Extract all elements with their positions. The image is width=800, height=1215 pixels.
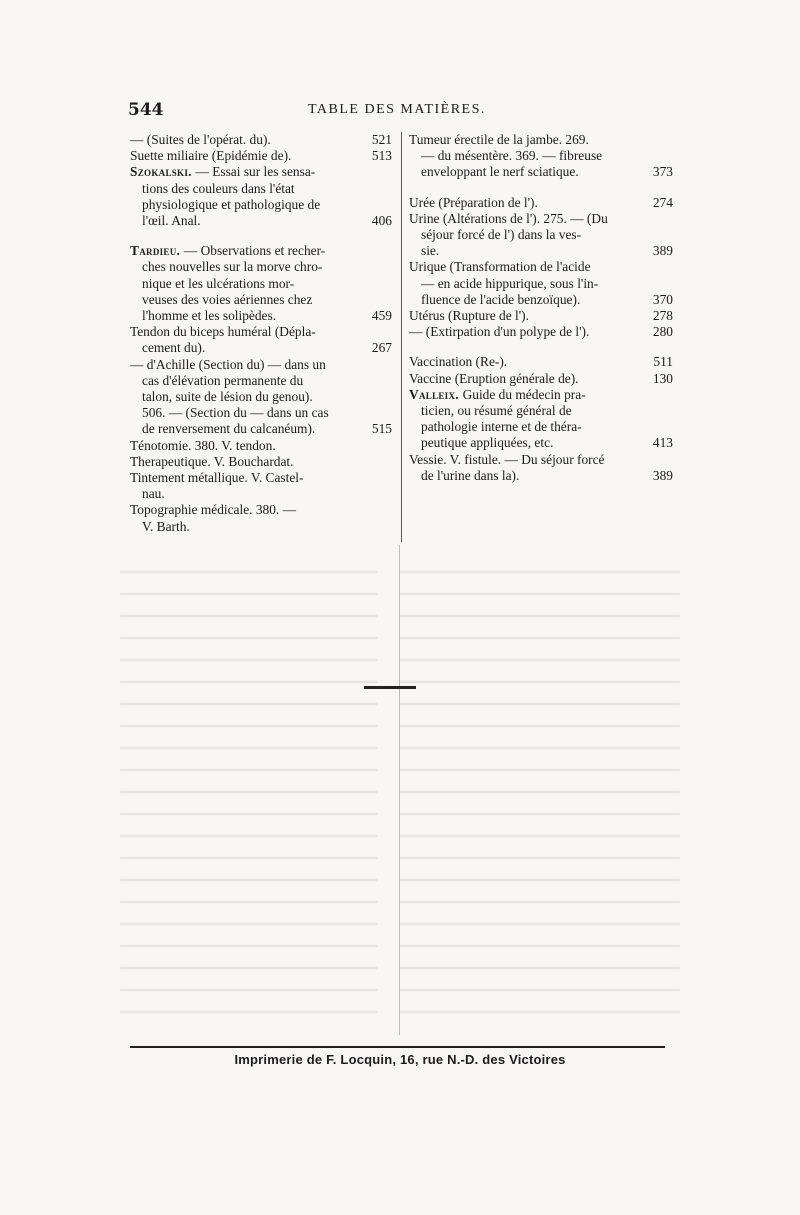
entry-text: Vessie. V. fistule. — Du séjour forcé	[409, 451, 605, 467]
entry-text: pathologie interne et de théra-	[421, 419, 582, 435]
entry-text: de renversement du calcanéum).	[142, 421, 316, 437]
page-reference: 513	[371, 148, 392, 164]
index-entry	[409, 308, 673, 324]
entry-text: Ténotomie. 380. V. tendon.	[130, 437, 276, 453]
index-entry-line	[130, 213, 392, 229]
index-entry-line	[409, 419, 673, 435]
index-entry-line	[130, 486, 392, 502]
index-entry-line	[130, 197, 392, 213]
index-entry-line	[130, 164, 392, 180]
entry-text: tions des couleurs dans l'état	[142, 180, 295, 196]
index-entry-line	[409, 243, 673, 259]
index-entry-line	[130, 181, 392, 197]
ink-rule	[364, 686, 416, 689]
entry-text: — Essai sur les sensa-	[195, 164, 316, 180]
index-entry-line	[409, 403, 673, 419]
index-entry	[130, 164, 392, 229]
index-entry	[130, 454, 392, 470]
index-entry-line	[130, 243, 392, 259]
index-entry	[130, 243, 392, 324]
page-reference: 459	[371, 308, 392, 324]
index-entry	[409, 387, 673, 452]
index-entry-line	[409, 308, 673, 324]
entry-text: de l'urine dans la).	[421, 467, 520, 483]
entry-text: Tintement métallique. V. Castel-	[130, 470, 304, 486]
index-entry-line	[130, 308, 392, 324]
entry-text: Vaccine (Eruption générale de).	[409, 370, 579, 386]
page-number: 544	[128, 100, 164, 120]
index-entry-line	[409, 387, 673, 403]
index-entry-line	[130, 389, 392, 405]
entry-text: l'œil. Anal.	[142, 213, 201, 229]
entry-text: talon, suite de lésion du genou).	[142, 389, 313, 405]
author-name: Tardieu.	[130, 243, 184, 259]
index-entry-line	[409, 148, 673, 164]
index-entry-line	[130, 259, 392, 275]
page-reference: 267	[371, 340, 392, 356]
entry-gap	[409, 340, 673, 354]
entry-text: séjour forcé de l') dans la ves-	[421, 227, 582, 243]
entry-text: — en acide hippurique, sous l'in-	[421, 275, 599, 291]
author-name: Valleix.	[409, 386, 463, 402]
index-entry	[130, 438, 392, 454]
entry-text: Urée (Préparation de l').	[409, 194, 538, 210]
entry-gap	[130, 229, 392, 243]
index-entry-line	[409, 452, 673, 468]
index-entry-line	[130, 405, 392, 421]
entry-text: Topographie médicale. 380. —	[130, 502, 297, 518]
entry-text: ches nouvelles sur la morve chro-	[142, 259, 323, 275]
footer-rule	[130, 1046, 665, 1048]
entry-gap	[409, 181, 673, 195]
page-reference: 280	[652, 324, 673, 340]
index-entry-line	[130, 324, 392, 340]
index-entry-line	[130, 421, 392, 437]
entry-text: l'homme et les solipèdes.	[142, 308, 277, 324]
index-entry-line	[130, 519, 392, 535]
entry-text: Urique (Transformation de l'acide	[409, 259, 591, 275]
index-entry-line	[409, 354, 673, 370]
entry-text: — (Extirpation d'un polype de l').	[409, 324, 590, 340]
page-reference: 413	[652, 435, 673, 451]
index-entry	[130, 148, 392, 164]
page-reference: 521	[371, 132, 392, 147]
author-name: Szokalski.	[130, 164, 196, 180]
entry-text: cas d'élévation permanente du	[142, 372, 304, 388]
entry-text: Suette miliaire (Epidémie de).	[130, 148, 292, 164]
entry-text: cement du).	[142, 340, 206, 356]
page-reference: 511	[653, 354, 673, 370]
index-entry	[409, 354, 673, 370]
index-entry-line	[409, 276, 673, 292]
column-divider	[401, 132, 402, 542]
index-entry-line	[409, 164, 673, 180]
bleed-through-texture	[120, 560, 680, 1020]
page-reference: 370	[652, 291, 673, 307]
index-entry	[130, 324, 392, 356]
entry-text: Therapeutique. V. Bouchardat.	[130, 453, 294, 469]
entry-text: sie.	[421, 243, 440, 259]
page-reference: 406	[371, 213, 392, 229]
page-header	[128, 100, 668, 122]
entry-text: Tendon du biceps huméral (Dépla-	[130, 324, 316, 340]
entry-text: nau.	[142, 486, 165, 502]
page-reference: 373	[652, 164, 673, 180]
index-entry	[130, 502, 392, 534]
index-entry-line	[409, 227, 673, 243]
index-entry	[409, 371, 673, 387]
entry-text: — Observations et recher-	[183, 243, 326, 259]
index-entry-line	[409, 468, 673, 484]
index-entry	[409, 324, 673, 340]
index-entry-line	[130, 438, 392, 454]
index-entry-line	[130, 292, 392, 308]
running-title: TABLE DES MATIÈRES.	[308, 102, 486, 117]
index-entry-line	[409, 211, 673, 227]
entry-text: veuses des voies aériennes chez	[142, 291, 313, 307]
entry-text: nique et les ulcérations mor-	[142, 275, 295, 291]
index-entry	[130, 470, 392, 502]
entry-text: Urine (Altérations de l'). 275. — (Du	[409, 210, 608, 226]
index-entry	[409, 211, 673, 260]
page-reference: 274	[652, 194, 673, 210]
entry-text: — du mésentère. 369. — fibreuse	[421, 148, 603, 164]
entry-text: — (Suites de l'opérat. du).	[130, 132, 271, 147]
index-column-left	[130, 132, 392, 535]
entry-text: Utérus (Rupture de l').	[409, 308, 529, 324]
entry-text: fluence de l'acide benzoïque).	[421, 291, 581, 307]
index-entry	[409, 195, 673, 211]
entry-text: ticien, ou résumé général de	[421, 403, 572, 419]
index-entry-line	[409, 324, 673, 340]
entry-text: V. Barth.	[142, 518, 190, 534]
index-entry-line	[409, 292, 673, 308]
index-entry-line	[130, 502, 392, 518]
entry-text: Tumeur érectile de la jambe. 269.	[409, 132, 589, 147]
column-divider-faint	[399, 545, 400, 1035]
entry-text: Guide du médecin pra-	[462, 386, 586, 402]
entry-text: 506. — (Section du — dans un cas	[142, 405, 329, 421]
index-entry	[130, 357, 392, 438]
index-entry-line	[409, 371, 673, 387]
index-entry-line	[130, 148, 392, 164]
page-reference: 515	[371, 421, 392, 437]
index-entry-line	[409, 132, 673, 148]
index-entry-line	[409, 195, 673, 211]
index-entry	[409, 452, 673, 484]
index-column-right	[409, 132, 673, 484]
index-entry	[130, 132, 392, 148]
index-entry-line	[409, 435, 673, 451]
index-entry-line	[130, 132, 392, 148]
entry-text: Vaccination (Re-).	[409, 354, 508, 370]
index-entry	[409, 259, 673, 308]
entry-text: physiologique et pathologique de	[142, 196, 321, 212]
index-entry-line	[130, 357, 392, 373]
index-entry	[409, 132, 673, 181]
entry-text: — d'Achille (Section du) — dans un	[130, 356, 326, 372]
index-entry-line	[130, 373, 392, 389]
index-entry-line	[409, 259, 673, 275]
index-entry-line	[130, 454, 392, 470]
entry-text: enveloppant le nerf sciatique.	[421, 164, 579, 180]
index-entry-line	[130, 340, 392, 356]
page-reference: 130	[652, 370, 673, 386]
index-entry-line	[130, 470, 392, 486]
imprint-line: Imprimerie de F. Locquin, 16, rue N.-D. des Victoires	[234, 1052, 566, 1067]
page-reference: 389	[652, 467, 673, 483]
index-entry-line	[130, 276, 392, 292]
entry-text: peutique appliquées, etc.	[421, 435, 554, 451]
page-reference: 278	[652, 308, 673, 324]
page-reference: 389	[652, 243, 673, 259]
